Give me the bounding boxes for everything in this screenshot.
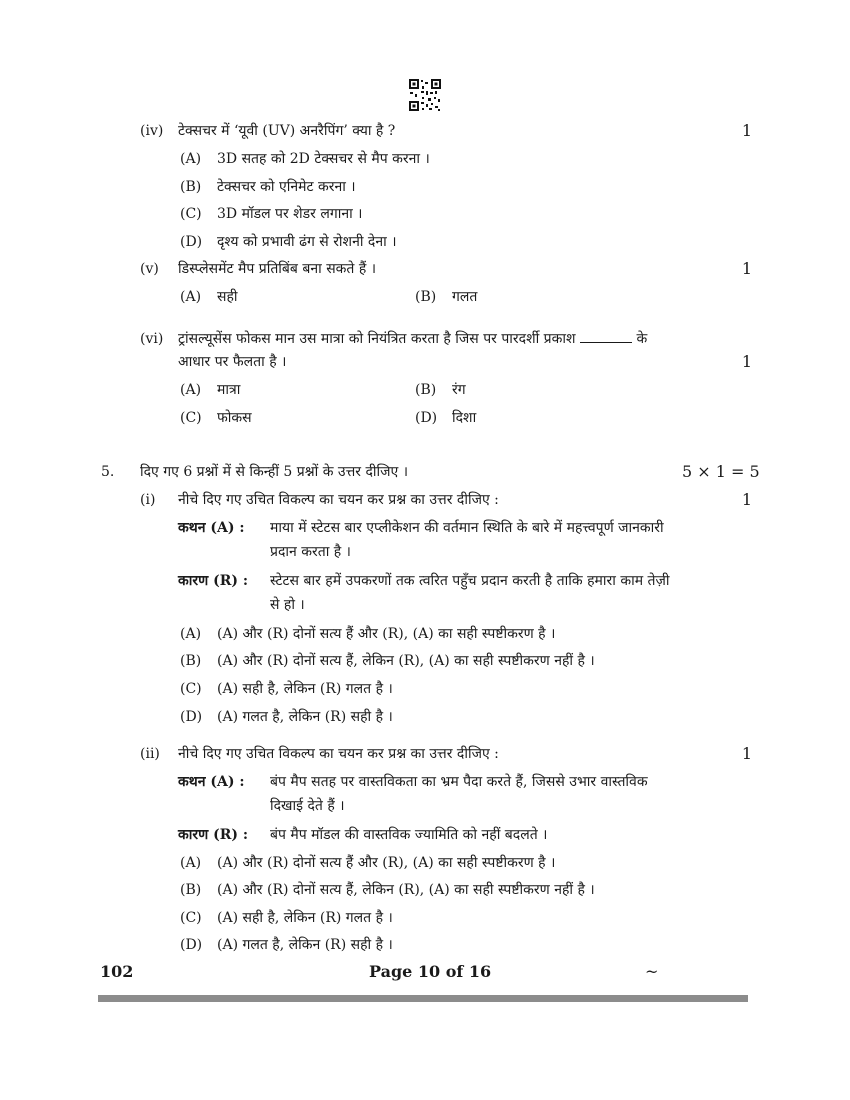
question-text: टेक्सचर में ‘यूवी (UV) अनरैपिंग’ क्या है ? <box>178 123 396 139</box>
option-label: (A) <box>180 626 202 642</box>
option-label: (A) <box>180 151 202 167</box>
question-number: (vi) <box>140 331 164 347</box>
option-label: (C) <box>180 681 202 697</box>
option-text: (A) और (R) दोनों सत्य हैं और (R), (A) का सही स्पष्टीकरण है । <box>217 626 556 642</box>
assertion-label: कथन (A) : <box>178 520 245 536</box>
question-number: (ii) <box>140 746 160 762</box>
reason-label: कारण (R) : <box>178 573 249 589</box>
question-mark: 1 <box>741 259 752 278</box>
page-number: Page 10 of 16 <box>369 962 492 981</box>
question-number: (i) <box>140 492 156 508</box>
question-mark: 1 <box>741 744 752 763</box>
question-text-part1: ट्रांसल्यूसेंस फोकस मान उस मात्रा को नियंत्रित करता है जिस पर पारदर्शी प्रकाश <box>178 331 576 347</box>
option-text: 3D सतह को 2D टेक्सचर से मैप करना । <box>217 151 430 167</box>
question-number: (iv) <box>140 123 164 139</box>
section-marks: 5 × 1 = 5 <box>682 462 760 481</box>
option-label: (B) <box>180 653 202 669</box>
option-label: (D) <box>180 234 203 250</box>
option-label: (B) <box>180 179 202 195</box>
option-label: (B) <box>415 382 437 398</box>
option-label: (D) <box>415 410 438 426</box>
option-text: (A) सही है, लेकिन (R) गलत है । <box>217 681 393 697</box>
question-instruction: नीचे दिए गए उचित विकल्प का चयन कर प्रश्न का उत्तर दीजिए : <box>178 746 499 762</box>
question-mark: 1 <box>741 352 752 371</box>
question-text-line2: आधार पर फैलता है । <box>178 354 287 370</box>
reason-text: बंप मैप मॉडल की वास्तविक ज्यामिति को नहीं बदलते । <box>270 827 548 843</box>
qr-code <box>408 78 442 112</box>
option-label: (B) <box>415 289 437 305</box>
option-text: (A) गलत है, लेकिन (R) सही है । <box>217 937 393 953</box>
footer-rule <box>98 995 748 1002</box>
option-label: (C) <box>180 206 202 222</box>
option-label: (B) <box>180 882 202 898</box>
question-number: 5. <box>101 464 115 480</box>
assertion-text: बंप मैप सतह पर वास्तविकता का भ्रम पैदा करते हैं, जिससे उभार वास्तविक <box>270 774 648 790</box>
option-label: (A) <box>180 382 202 398</box>
option-text: दिशा <box>452 410 477 426</box>
option-text: (A) और (R) दोनों सत्य हैं, लेकिन (R), (A) का सही स्पष्टीकरण नहीं है । <box>217 653 595 669</box>
option-text: फोकस <box>217 410 252 426</box>
option-text: (A) और (R) दोनों सत्य हैं, लेकिन (R), (A) का सही स्पष्टीकरण नहीं है । <box>217 882 595 898</box>
option-text: दृश्य को प्रभावी ढंग से रोशनी देना । <box>217 234 397 250</box>
paper-code: 102 <box>100 962 134 981</box>
assertion-text-line2: दिखाई देते हैं । <box>270 798 345 814</box>
question-text: डिस्प्लेसमेंट मैप प्रतिबिंब बना सकते हैं । <box>178 261 377 277</box>
assertion-label: कथन (A) : <box>178 774 245 790</box>
option-text: (A) सही है, लेकिन (R) गलत है । <box>217 910 393 926</box>
footer-symbol: ~ <box>645 962 659 981</box>
question-instruction: नीचे दिए गए उचित विकल्प का चयन कर प्रश्न का उत्तर दीजिए : <box>178 492 499 508</box>
reason-text-line2: से हो । <box>270 597 305 613</box>
option-label: (C) <box>180 410 202 426</box>
option-label: (C) <box>180 910 202 926</box>
question-mark: 1 <box>741 490 752 509</box>
question-number: (v) <box>140 261 159 277</box>
option-text: सही <box>217 289 238 305</box>
option-text: गलत <box>452 289 478 305</box>
reason-label: कारण (R) : <box>178 827 249 843</box>
assertion-text: माया में स्टेटस बार एप्लीकेशन की वर्तमान स्थिति के बारे में महत्त्वपूर्ण जानकारी <box>270 520 664 536</box>
option-text: रंग <box>452 382 466 398</box>
assertion-text-line2: प्रदान करता है । <box>270 544 351 560</box>
question-text-part2: के <box>636 331 648 347</box>
option-text: मात्रा <box>217 382 241 398</box>
option-label: (D) <box>180 709 203 725</box>
option-text: (A) और (R) दोनों सत्य हैं और (R), (A) का सही स्पष्टीकरण है । <box>217 855 556 871</box>
question-text <box>178 329 647 349</box>
option-label: (D) <box>180 937 203 953</box>
option-label: (A) <box>180 855 202 871</box>
section-instruction: दिए गए 6 प्रश्नों में से किन्हीं 5 प्रश्नों के उत्तर दीजिए । <box>140 464 409 480</box>
option-text: (A) गलत है, लेकिन (R) सही है । <box>217 709 393 725</box>
question-mark: 1 <box>741 121 752 140</box>
fill-blank <box>580 330 632 343</box>
option-text: 3D मॉडल पर शेडर लगाना । <box>217 206 363 222</box>
option-label: (A) <box>180 289 202 305</box>
reason-text: स्टेटस बार हमें उपकरणों तक त्वरित पहुँच प्रदान करती है ताकि हमारा काम तेज़ी <box>270 573 670 589</box>
option-text: टेक्सचर को एनिमेट करना । <box>217 179 356 195</box>
